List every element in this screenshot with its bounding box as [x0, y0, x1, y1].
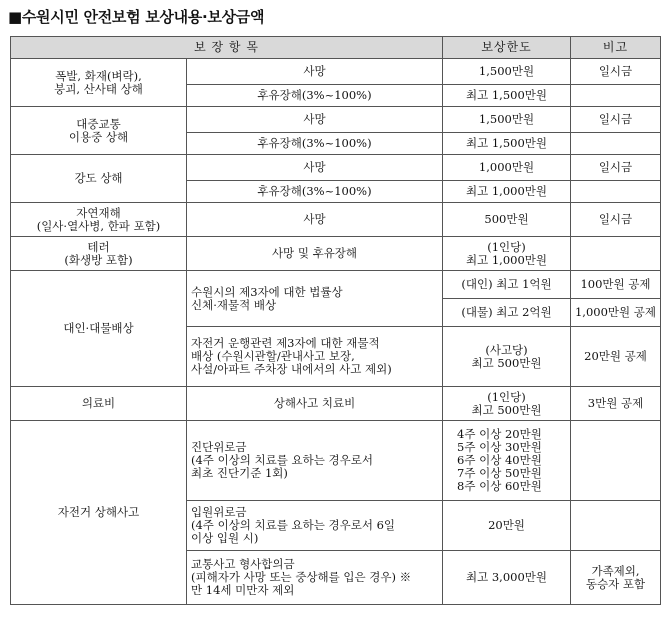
category-bicycle: 자전거 상해사고: [11, 421, 187, 605]
item-death-disability: 사망 및 후유장해: [187, 237, 443, 271]
limit-cell: (대인) 최고 1억원: [443, 271, 571, 299]
item-traffic-settlement: 교통사고 형사합의금 (피해자가 사망 또는 중상해를 입은 경우) ※ 만 14세 미만자 제외: [187, 551, 443, 605]
limit-cell: 최고 3,000만원: [443, 551, 571, 605]
limit-cell: 1,500만원: [443, 59, 571, 85]
note-cell: 일시금: [571, 203, 661, 237]
item-disability: 후유장해(3%~100%): [187, 85, 443, 107]
item-death: 사망: [187, 203, 443, 237]
table-header-row: [11, 37, 661, 59]
item-medical: 상해사고 치료비: [187, 387, 443, 421]
category-terror: 테러 (화생방 포함): [11, 237, 187, 271]
limit-cell: 최고 1,000만원: [443, 181, 571, 203]
item-liability-legal: 수원시의 제3자에 대한 법률상 신체·재물적 배상: [187, 271, 443, 327]
note-cell: [571, 85, 661, 107]
table-row: [11, 387, 661, 421]
limit-cell: 최고 1,500만원: [443, 133, 571, 155]
table-row: [11, 107, 661, 133]
limit-cell: 20만원: [443, 501, 571, 551]
item-disability: 후유장해(3%~100%): [187, 133, 443, 155]
note-cell: 가족제외, 동승자 포함: [571, 551, 661, 605]
category-medical: 의료비: [11, 387, 187, 421]
limit-cell: 1,500만원: [443, 107, 571, 133]
table-row: [11, 155, 661, 181]
table-row: [11, 237, 661, 271]
limit-cell: (1인당) 최고 500만원: [443, 387, 571, 421]
limit-cell: 최고 1,500만원: [443, 85, 571, 107]
note-cell: [571, 501, 661, 551]
note-cell: 일시금: [571, 155, 661, 181]
note-cell: 100만원 공제: [571, 271, 661, 299]
category-robbery: 강도 상해: [11, 155, 187, 203]
category-disaster: 자연재해 (일사·열사병, 한파 포함): [11, 203, 187, 237]
note-cell: [571, 421, 661, 501]
header-limit: 보상한도: [443, 37, 571, 59]
limit-cell: (대물) 최고 2억원: [443, 299, 571, 327]
category-explosion: 폭발, 화재(벼락), 붕괴, 산사태 상해: [11, 59, 187, 107]
item-diagnosis: 진단위로금 (4주 이상의 치료를 요하는 경우로서 최초 진단기준 1회): [187, 421, 443, 501]
limit-cell: 1,000만원: [443, 155, 571, 181]
limit-cell: (사고당) 최고 500만원: [443, 327, 571, 387]
note-cell: 3만원 공제: [571, 387, 661, 421]
item-death: 사망: [187, 59, 443, 85]
page-title: ■수원시민 안전보험 보상내용·보상금액: [8, 8, 265, 26]
table-row: [11, 59, 661, 85]
category-liability: 대인·대물배상: [11, 271, 187, 387]
note-cell: [571, 181, 661, 203]
note-cell: [571, 237, 661, 271]
item-hospitalization: 입원위로금 (4주 이상의 치료를 요하는 경우로서 6일 이상 입원 시): [187, 501, 443, 551]
note-cell: 1,000만원 공제: [571, 299, 661, 327]
limit-cell: (1인당) 최고 1,000만원: [443, 237, 571, 271]
item-liability-bicycle: 자전거 운행관련 제3자에 대한 재물적 배상 (수원시관할/관내사고 보장, 사설/아파트 주차장 내에서의 사고 제외): [187, 327, 443, 387]
note-cell: 20만원 공제: [571, 327, 661, 387]
note-cell: 일시금: [571, 59, 661, 85]
category-transit: 대중교통 이용중 상해: [11, 107, 187, 155]
limit-cell: 500만원: [443, 203, 571, 237]
note-cell: [571, 133, 661, 155]
table-row: [11, 271, 661, 299]
table-row: [11, 421, 661, 501]
limit-cell: 4주 이상 20만원 5주 이상 30만원 6주 이상 40만원 7주 이상 50만원 8주 이상 60만원: [443, 421, 571, 501]
header-item: 보 장 항 목: [11, 37, 443, 59]
item-death: 사망: [187, 107, 443, 133]
item-disability: 후유장해(3%~100%): [187, 181, 443, 203]
compensation-table: [10, 36, 661, 605]
header-note: 비고: [571, 37, 661, 59]
note-cell: 일시금: [571, 107, 661, 133]
table-row: [11, 203, 661, 237]
item-death: 사망: [187, 155, 443, 181]
